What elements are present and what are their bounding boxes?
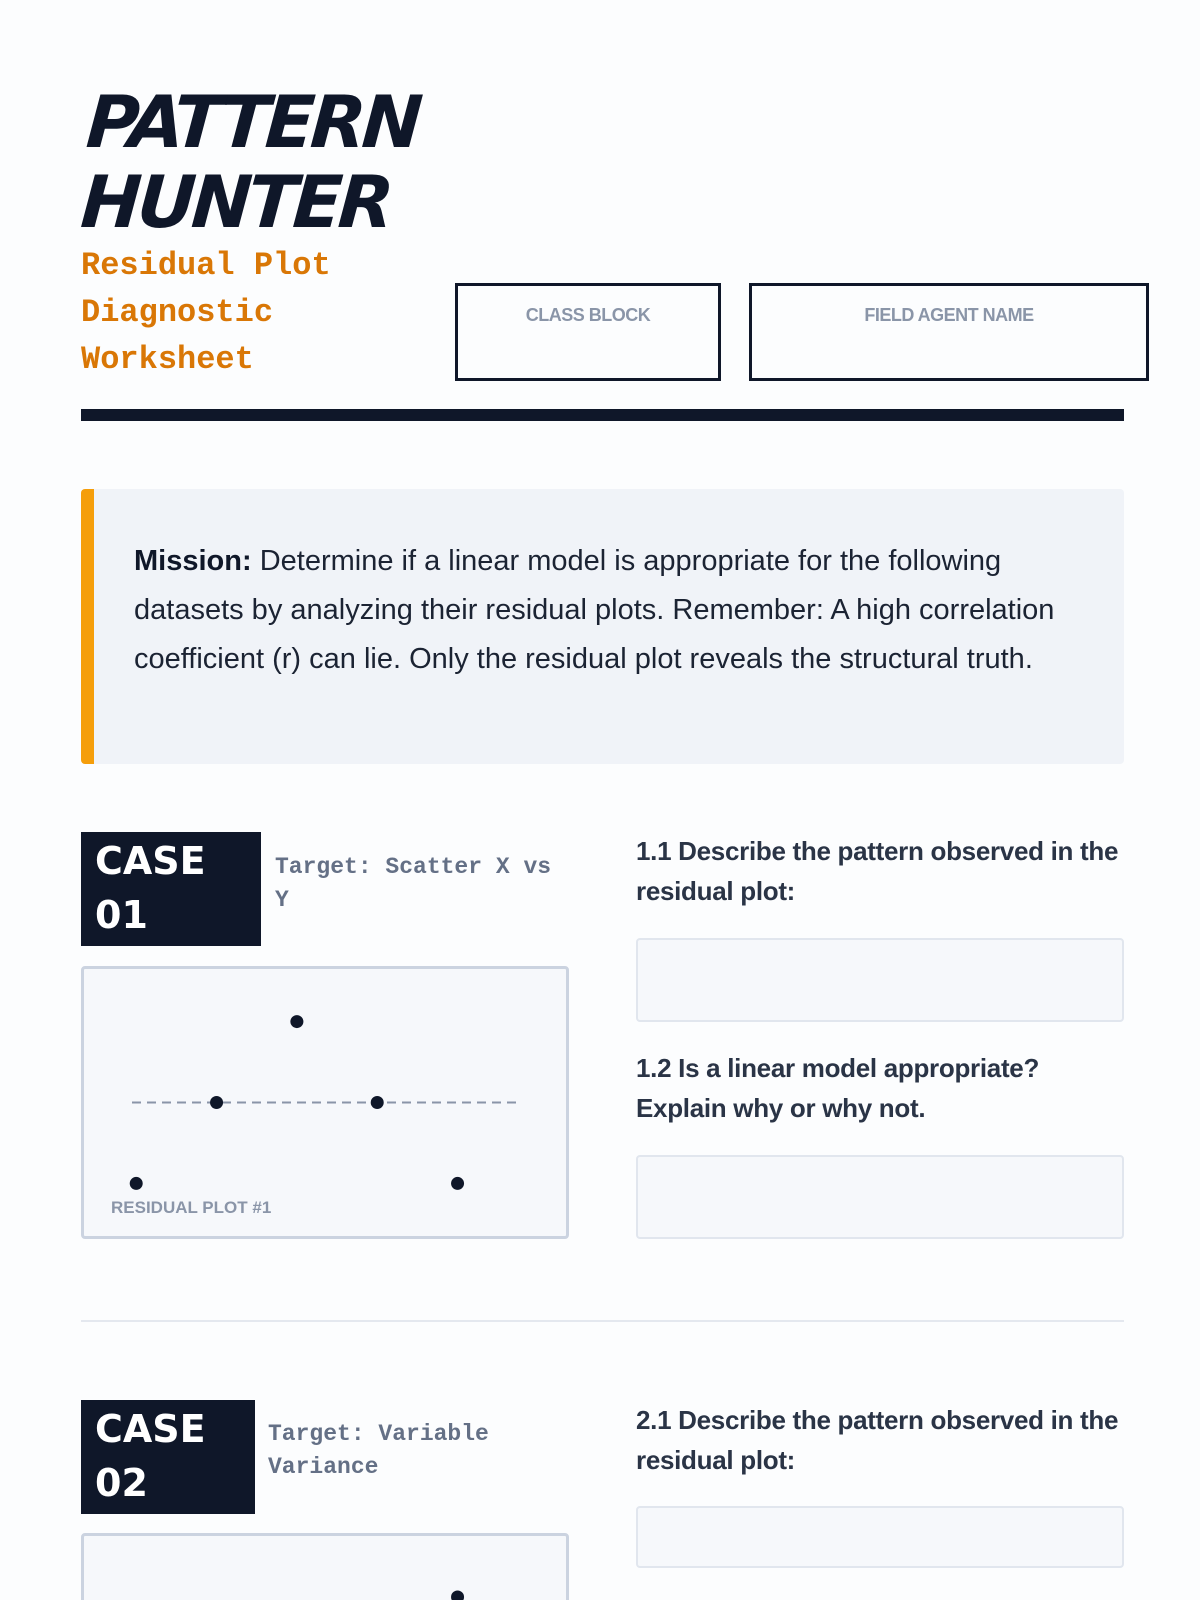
answer-2-1-field[interactable]	[636, 1506, 1124, 1568]
case-02-target: Target: Variable Variance	[268, 1421, 489, 1480]
residual-point	[130, 1177, 143, 1190]
residual-plot-1-svg	[84, 969, 566, 1236]
case-01-tag: CASE 01	[81, 832, 261, 946]
residual-plot-1	[81, 966, 569, 1239]
class-block-field[interactable]	[455, 283, 721, 381]
page-subtitle: Residual Plot Diagnostic Worksheet	[81, 247, 331, 378]
residual-point	[290, 1015, 303, 1028]
agent-name-label: FIELD AGENT NAME	[864, 305, 1034, 325]
residual-plot-2-svg	[84, 1536, 566, 1600]
residual-point	[210, 1096, 223, 1109]
class-block-label: CLASS BLOCK	[525, 305, 651, 325]
title-line-2: HUNTER	[78, 160, 393, 244]
mission-label: Mission:	[134, 545, 252, 577]
residual-point	[451, 1591, 464, 1600]
question-2-1: 2.1 Describe the pattern observed in the residual plot:	[636, 1405, 1119, 1475]
residual-point	[451, 1177, 464, 1190]
residual-plot-2	[81, 1533, 569, 1600]
case-02-tag: CASE 02	[81, 1400, 255, 1514]
mission-callout	[81, 489, 1124, 764]
mission-text: Determine if a linear model is appropriate for the following datasets by analyzing their residual plots. Remember: A high correlation coefficient (r) can lie. Only the residual plot reveals the structural truth.	[134, 545, 1055, 675]
question-1-1: 1.1 Describe the pattern observed in the residual plot:	[636, 836, 1119, 906]
agent-name-field[interactable]	[749, 283, 1149, 381]
residual-plot-1-caption: RESIDUAL PLOT #1	[111, 1198, 272, 1217]
question-1-2: 1.2 Is a linear model appropriate? Explain why or why not.	[636, 1053, 1040, 1123]
page-title	[78, 82, 421, 242]
residual-point	[371, 1096, 384, 1109]
section-divider	[81, 1320, 1124, 1322]
answer-1-1-field[interactable]	[636, 938, 1124, 1022]
case-01-target: Target: Scatter X vs Y	[275, 854, 552, 913]
answer-1-2-field[interactable]	[636, 1155, 1124, 1239]
title-line-1: PATTERN	[83, 80, 422, 164]
header-divider	[81, 409, 1124, 421]
